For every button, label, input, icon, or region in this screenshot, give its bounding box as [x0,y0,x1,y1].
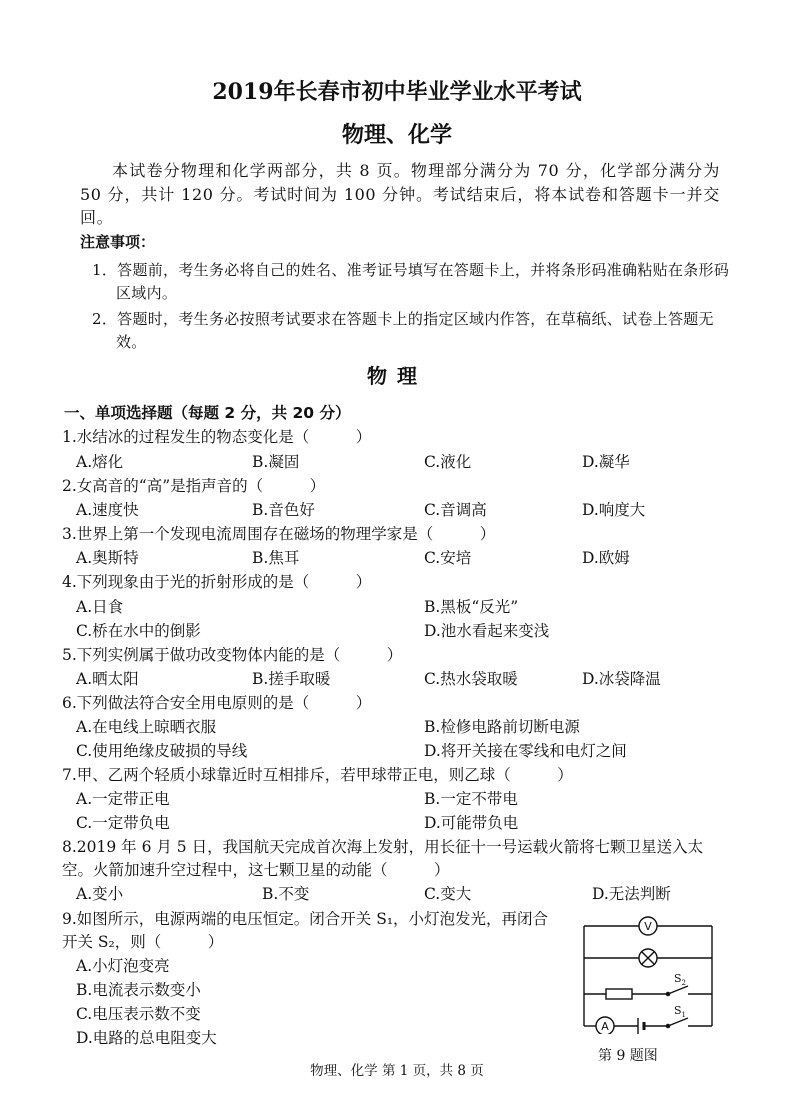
section-heading: 一、单项选择题（每题 2 分，共 20 分） [64,404,351,422]
question-9-stem: 9.如图所示，电源两端的电压恒定。闭合开关 S₁，小灯泡发光，再闭合开关 S₂，则（ ） [62,910,549,951]
circuit-diagram [568,914,728,1034]
question-4-option-c: C.桥在水中的倒影 [76,622,201,640]
question-1-option-b: B.凝固 [252,453,300,471]
page-footer: 物理、化学 第 1 页，共 8 页 [310,1063,484,1079]
question-6-option-a: A.在电线上晾晒衣服 [76,718,217,736]
note-item-1: 1．答题前，考生务必将自己的姓名、准考证号填写在答题卡上，并将条形码准确粘贴在条形码区域内。 [92,261,730,302]
question-7-option-a: A.一定带正电 [76,790,170,808]
question-4-stem: 4.下列现象由于光的折射形成的是（ ） [62,573,372,591]
question-6-stem: 6.下列做法符合安全用电原则的是（ ） [62,694,372,712]
ammeter-label: A [601,1020,609,1033]
exam-subtitle: 物理、化学 [341,122,452,148]
question-5-option-a: A.晒太阳 [76,670,139,688]
question-2-stem: 2.女高音的“高”是指声音的（ ） [62,477,326,495]
note-item-2: 2．答题时，考生务必按照考试要求在答题卡上的指定区域内作答，在草稿纸、试卷上答题无效。 [92,310,714,351]
exam-title: 2019年长春市初中毕业学业水平考试 [212,79,582,105]
intro-paragraph: 本试卷分物理和化学两部分，共 8 页。物理部分满分为 70 分，化学部分满分为 50 分，共计 120 分。考试时间为 100 分钟。考试结束后，将本试卷和答题卡一并交回。 [80,161,720,227]
question-7-option-d: D.可能带负电 [424,814,519,832]
question-6-option-d: D.将开关接在零线和电灯之间 [424,742,627,760]
question-2-option-b: B.音色好 [252,501,315,519]
question-3-option-a: A.奥斯特 [76,549,139,567]
question-6-option-b: B.检修电路前切断电源 [424,718,580,736]
subject-heading: 物理 [367,364,427,388]
question-8-option-c: C.变大 [424,885,472,903]
question-2-option-c: C.音调高 [424,501,487,519]
question-2-option-d: D.响度大 [582,501,646,519]
question-5-option-c: C.热水袋取暖 [424,670,518,688]
question-3-stem: 3.世界上第一个发现电流周围存在磁场的物理学家是（ ） [62,525,496,543]
question-9-option-c: C.电压表示数不变 [76,1005,201,1023]
question-1-option-c: C.液化 [424,453,472,471]
question-8-stem: 8.2019 年 6 月 5 日，我国航天完成首次海上发射，用长征十一号运载火箭将七颗卫星送入太空。火箭加速升空过程中，这七颗卫星的动能（ ） [62,838,704,879]
question-4-option-d: D.池水看起来变浅 [424,622,550,640]
question-3-option-b: B.焦耳 [252,549,300,567]
question-4-option-b: B.黑板“反光” [424,598,519,616]
voltmeter-label: V [644,920,652,933]
switch-s1-icon [668,1018,688,1026]
question-7-stem: 7.甲、乙两个轻质小球靠近时互相排斥，若甲球带正电，则乙球（ ） [62,766,573,784]
question-7-option-c: C.一定带负电 [76,814,170,832]
question-5-option-d: D.冰袋降温 [582,670,661,688]
question-8-option-b: B.不变 [262,885,310,903]
figure-caption: 第 9 题图 [598,1048,658,1064]
question-3-option-c: C.安培 [424,549,472,567]
question-5-stem: 5.下列实例属于做功改变物体内能的是（ ） [62,646,403,664]
switch-s2-icon [668,986,688,994]
question-2-option-a: A.速度快 [76,501,139,519]
question-1-option-a: A.熔化 [76,453,124,471]
question-7-option-b: B.一定不带电 [424,790,518,808]
switch-s1-label: $S_1$ [674,1004,687,1019]
question-5-option-b: B.搓手取暖 [252,670,331,688]
resistor-icon [606,989,632,999]
question-9-option-d: D.电路的总电阻变大 [76,1029,217,1047]
question-1-option-d: D.凝华 [582,453,630,471]
question-1-stem: 1.水结冰的过程发生的物态变化是（ ） [62,428,372,446]
notes-heading: 注意事项： [80,233,156,251]
question-6-option-c: C.使用绝缘皮破损的导线 [76,742,248,760]
question-8-option-a: A.变小 [76,885,124,903]
switch-s2-label: $S_2$ [674,972,687,987]
question-3-option-d: D.欧姆 [582,549,630,567]
question-9-option-a: A.小灯泡变亮 [76,957,170,975]
question-8-option-d: D.无法判断 [592,885,671,903]
question-4-option-a: A.日食 [76,598,124,616]
question-9-option-b: B.电流表示数变小 [76,981,201,999]
